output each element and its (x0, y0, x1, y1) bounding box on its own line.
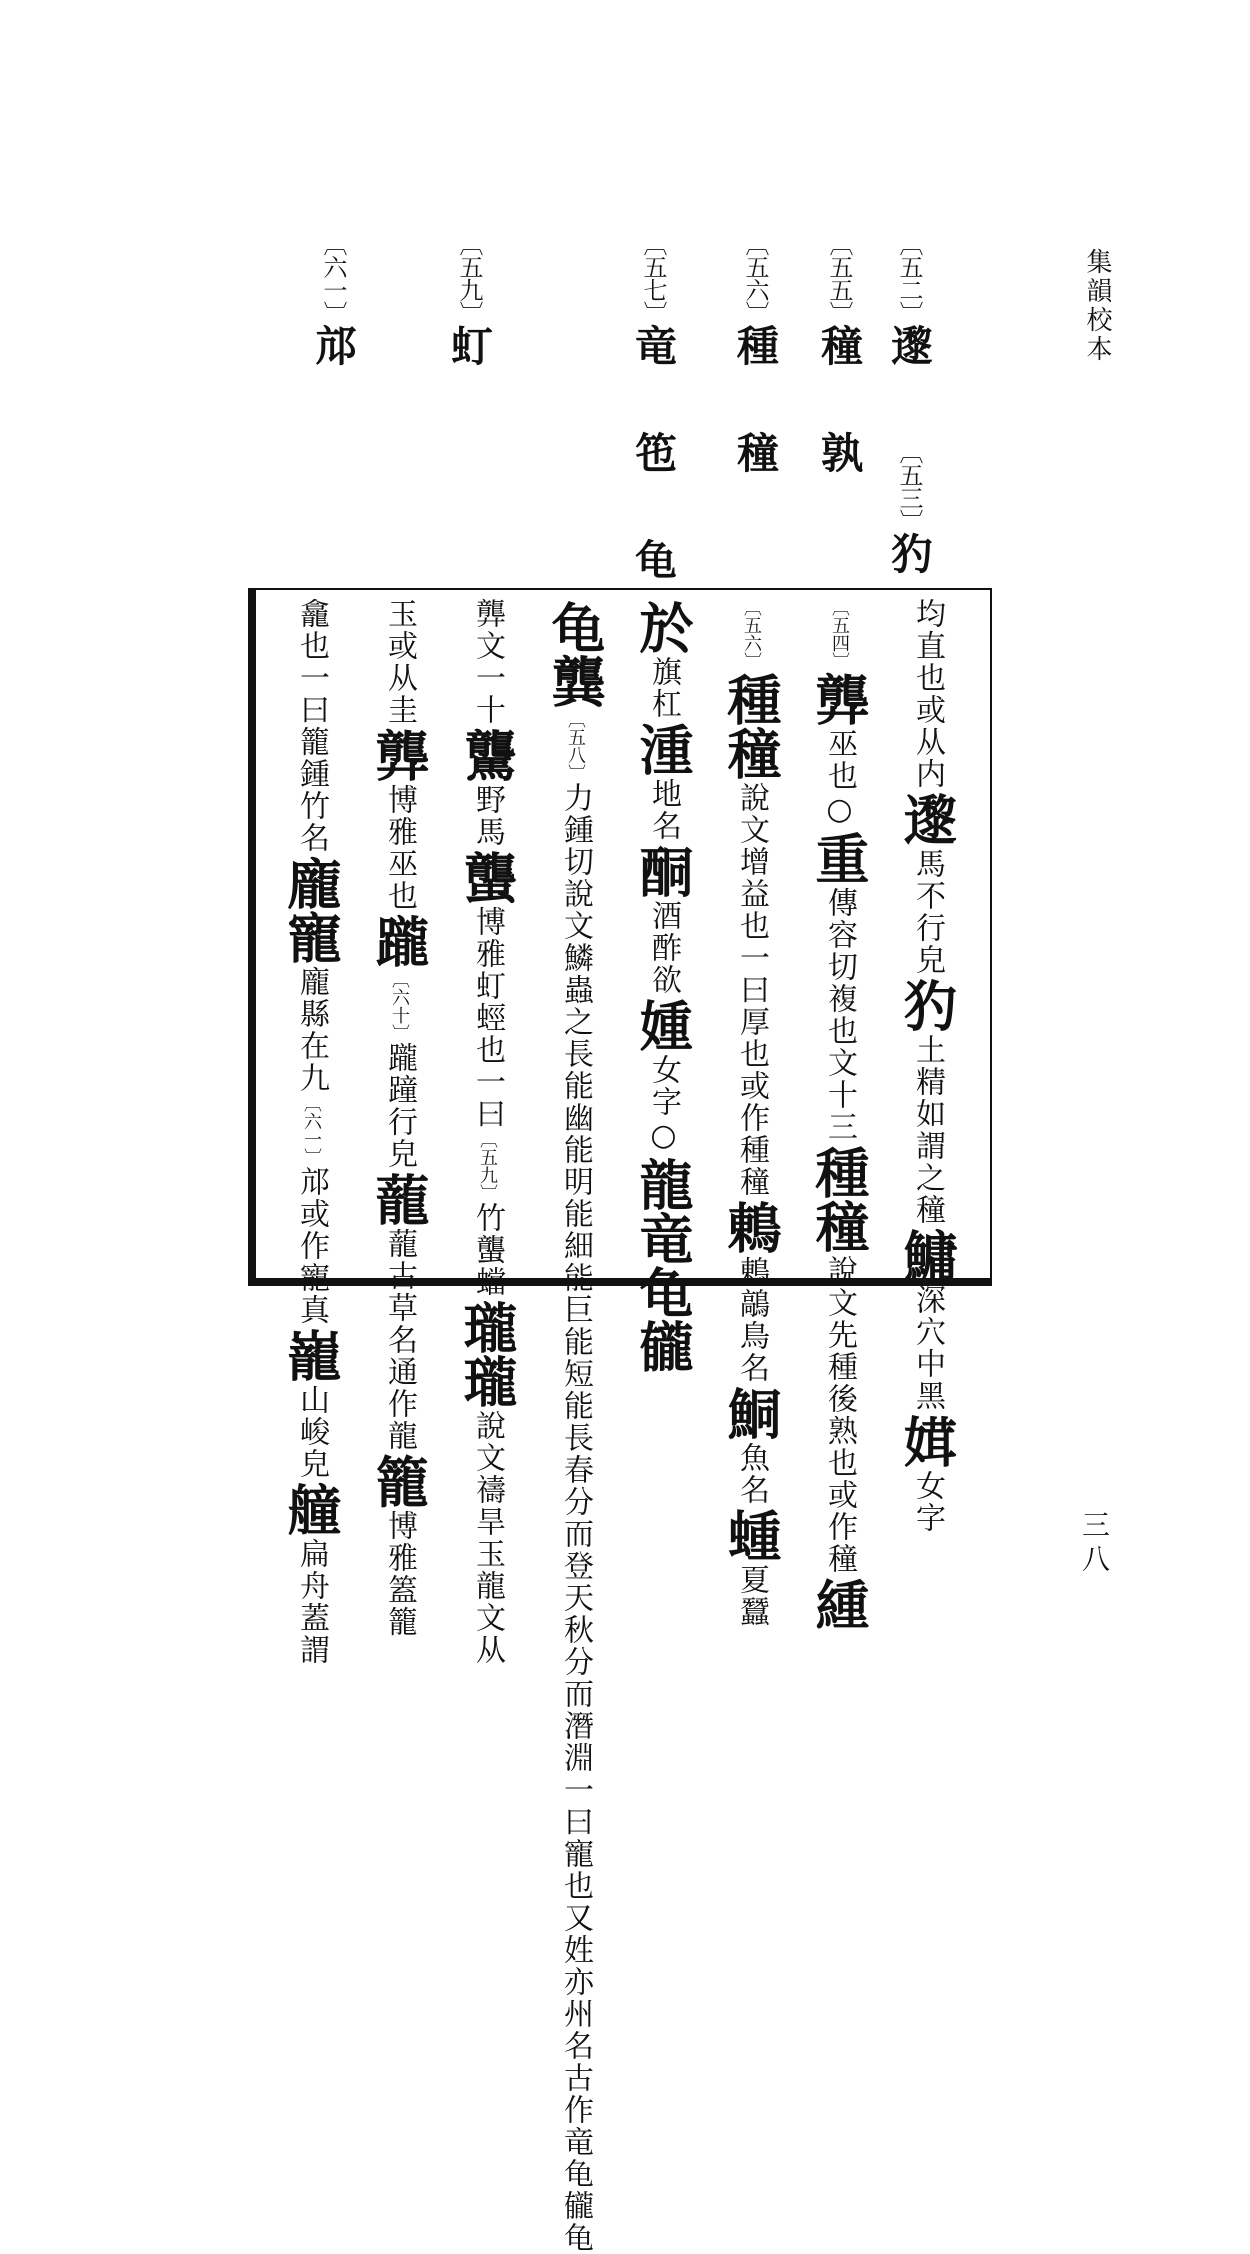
head-character: 蘢 (367, 1172, 431, 1226)
gloss-text: 籠鍾竹名 (294, 726, 329, 854)
gloss-text: 地名 (646, 778, 681, 842)
running-title: 集韻校本 (1082, 248, 1112, 364)
gloss-text: 文十三 (822, 1047, 857, 1143)
text-column (807, 598, 871, 1633)
collation-marker: 〔 五六 〕 (741, 598, 762, 670)
head-character: 酮 (631, 844, 695, 898)
gloss-text: 夏蠶 (734, 1564, 769, 1628)
gloss-text: 說文先種後熟也或作穜 (822, 1255, 857, 1575)
head-character: 邌 (895, 792, 959, 846)
gloss-text: ○ (822, 792, 857, 829)
gloss-text: 謂之穜 (910, 1130, 945, 1226)
collation-note: 〔 五五 〕穜 孰 (818, 232, 860, 481)
gloss-text: 扁舟蓋謂 (294, 1538, 329, 1666)
gloss-text: 博雅篕籠 (382, 1510, 417, 1638)
gloss-text: 野馬 (470, 784, 505, 848)
collation-note: 〔 五七 〕竜 竾 龟 (632, 232, 674, 588)
text-column (455, 598, 519, 1666)
text-column (279, 598, 343, 1666)
gloss-text: 山峻皃 (294, 1384, 329, 1480)
gloss-text: 玉或从圭 (382, 598, 417, 726)
collation-marker: 〔 五九 〕 (477, 1130, 498, 1202)
gloss-text: 躘蹱行皃 (382, 1042, 417, 1170)
head-character: 籠 (367, 1454, 431, 1508)
text-column (631, 598, 695, 1375)
gloss-text: 馬不行皃 (910, 848, 945, 976)
head-character: 鱅 (895, 1228, 959, 1282)
head-character: 湩 (631, 722, 695, 776)
head-character: 種穜 (719, 672, 783, 780)
collation-marker: 〔 五八 〕 (565, 710, 586, 782)
facsimile-page (248, 588, 992, 2254)
gloss-text: ○ (646, 1118, 681, 1155)
head-character: 躘 (367, 914, 431, 968)
head-character: 驡 (455, 728, 519, 782)
gloss-text: 巫也 (822, 728, 857, 792)
gloss-text: 說文增益也一曰厚也或作種穜 (734, 782, 769, 1198)
gloss-text: 或从内 (910, 694, 945, 790)
collation-note: 〔 五三 〕犳 (888, 440, 930, 582)
gloss-text: 鶇鶮鳥名 (734, 1256, 769, 1384)
gloss-text: 蘢古草名通作龍 (382, 1228, 417, 1452)
text-column (367, 598, 431, 1638)
head-character: 蝩 (719, 1508, 783, 1562)
gloss-text: 欲 (646, 964, 681, 996)
head-character: 鶇 (719, 1200, 783, 1254)
page-number: 三八 (1078, 1510, 1111, 1578)
gloss-text: 傳容切複也 (822, 887, 857, 1047)
gloss-text: 女字 (910, 1470, 945, 1534)
gloss-text: 土精如 (910, 1034, 945, 1130)
gloss-text: 邟或作寵真 (294, 1166, 329, 1326)
collation-marker: 〔 五四 〕 (829, 598, 850, 670)
gloss-text: 竹蠪蟷 (470, 1202, 505, 1298)
head-character: 於 (631, 600, 695, 654)
head-character: 犳 (895, 978, 959, 1032)
head-character: 龏 (367, 728, 431, 782)
gloss-text: 龐縣在九 (294, 966, 329, 1094)
gloss-text: 龕也一曰 (294, 598, 329, 726)
head-character: 鮦 (719, 1386, 783, 1440)
collation-marker: 〔 六十 〕 (389, 970, 410, 1042)
head-character: 種穜 (807, 1145, 871, 1253)
head-character: 龟龔 (543, 600, 607, 708)
text-column (719, 598, 783, 1628)
head-character: 龍竜龟龓 (631, 1157, 695, 1373)
gloss-text: 博雅虰蛵也一曰 (470, 906, 505, 1130)
text-column (895, 598, 959, 1534)
collation-marker: 〔 六一 〕 (301, 1094, 322, 1166)
gloss-text: 女字 (646, 1054, 681, 1118)
gloss-text: 酒酢 (646, 900, 681, 964)
gloss-text: 魚名 (734, 1442, 769, 1506)
gloss-text: 力鍾切說文鱗蟲之長能幽能明能細能巨能短能長春分而登天秋分而潛淵一曰寵也又姓亦州名古作竜龟龓龟 (558, 782, 593, 2254)
collation-note: 〔 五六 〕種 穜 (734, 232, 776, 481)
head-character: 龏 (807, 672, 871, 726)
collation-note: 〔 五九 〕虰 (448, 232, 490, 374)
head-character: 緟 (807, 1577, 871, 1631)
head-character: 艟 (279, 1482, 343, 1536)
head-character: 媶 (895, 1414, 959, 1468)
gloss-text: 龏文一十 (470, 598, 505, 726)
head-character: 巃 (279, 1328, 343, 1382)
head-character: 龐寵 (279, 856, 343, 964)
head-character: 媑 (631, 998, 695, 1052)
gloss-text: 旗杠 (646, 656, 681, 720)
text-column (543, 598, 607, 2254)
gloss-text: 博雅巫也 (382, 784, 417, 912)
collation-note: 〔 六一 〕邟 (312, 232, 354, 374)
gloss-text: 說文禱旱玉龍文从 (470, 1410, 505, 1666)
head-character: 瓏瓏 (455, 1300, 519, 1408)
collation-note: 〔 五二 〕邌 (888, 232, 930, 374)
head-character: 重 (807, 831, 871, 885)
head-character: 蠪 (455, 850, 519, 904)
gloss-text: 深穴中黑 (910, 1284, 945, 1412)
gloss-text: 均直也 (910, 598, 945, 694)
